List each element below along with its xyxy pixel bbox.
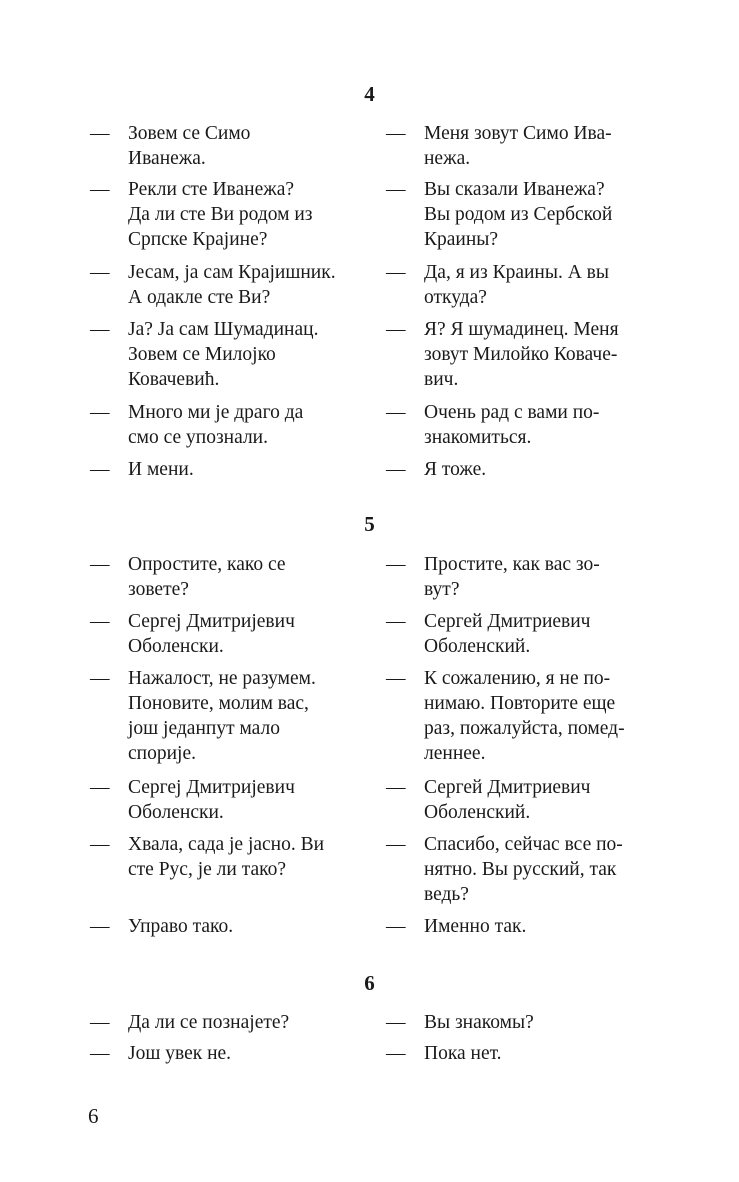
dialogue-line — [386, 121, 612, 171]
dialogue-text: Много ми је драго да смо се упознали. — [128, 402, 304, 448]
dash: — — [386, 611, 406, 632]
dialogue-line — [90, 260, 336, 310]
dialogue-text: Да ли се познајете? — [128, 1012, 290, 1033]
dialogue-text: Зовем се Симо Иванежа. — [128, 123, 251, 169]
dialogue-text: Сергей Дмитриевич Оболенский. — [424, 777, 591, 823]
dialogue-line — [386, 177, 612, 252]
dialogue-line — [90, 775, 295, 825]
dialogue-text: Управо тако. — [128, 916, 234, 937]
dialogue-line — [386, 1010, 534, 1035]
dash: — — [386, 262, 406, 283]
dialogue-text: И мени. — [128, 459, 194, 480]
dash: — — [90, 611, 110, 632]
dash: — — [386, 834, 406, 855]
dialogue-text: Још увек не. — [128, 1043, 232, 1064]
dash: — — [90, 1012, 110, 1033]
dialogue-line — [386, 609, 590, 659]
dash: — — [386, 668, 406, 689]
dialogue-text: Нажалост, не разумем. Поновите, молим вас, још једанпут мало спорије. — [128, 668, 316, 764]
dialogue-line — [90, 457, 194, 482]
dialogue-text: Ја? Ја сам Шумадинац. Зовем се Милојко Ковачевић. — [128, 319, 319, 390]
dialogue-line — [90, 121, 250, 171]
dialogue-text: Јесам, ја сам Крајишник. А одакле сте Ви? — [128, 262, 336, 308]
dialogue-line — [90, 1041, 231, 1066]
dialogue-line — [90, 317, 318, 392]
dialogue-text: Именно так. — [424, 916, 527, 937]
dialogue-line — [90, 400, 303, 450]
dash: — — [90, 262, 110, 283]
dash: — — [90, 1043, 110, 1064]
dialogue-text: Я тоже. — [424, 459, 487, 480]
dialogue-text: Простите, как вас зо- вут? — [424, 554, 600, 600]
dialogue-text: Хвала, сада је јасно. Ви сте Рус, је ли тако? — [128, 834, 325, 880]
dash: — — [386, 459, 406, 480]
dash: — — [90, 459, 110, 480]
dash: — — [90, 402, 110, 423]
dialogue-line — [90, 177, 313, 252]
dash: — — [386, 179, 406, 200]
dialogue-line — [386, 400, 599, 450]
dialogue-text: Сергей Дмитриевич Оболенский. — [424, 611, 591, 657]
dialogue-line — [386, 1041, 502, 1066]
section-number-4: 4 — [364, 82, 375, 106]
page-number: 6 — [88, 1104, 99, 1128]
dialogue-text: Спасибо, сейчас все по- нятно. Вы русский, так ведь? — [424, 834, 623, 905]
dash: — — [90, 916, 110, 937]
dash: — — [90, 668, 110, 689]
dash: — — [386, 402, 406, 423]
dash: — — [386, 777, 406, 798]
dialogue-text: Опростите, како се зовете? — [128, 554, 286, 600]
dialogue-line — [90, 1010, 289, 1035]
dash: — — [90, 554, 110, 575]
dialogue-line — [386, 457, 486, 482]
dialogue-text: Сергеј Дмитријевич Оболенски. — [128, 777, 295, 823]
dialogue-line — [386, 666, 625, 766]
dialogue-text: К сожалению, я не по- нимаю. Повторите еще раз, пожалуйста, помед- леннее. — [424, 668, 625, 764]
dash: — — [90, 179, 110, 200]
dash: — — [386, 554, 406, 575]
dialogue-line — [386, 832, 623, 907]
dialogue-line — [90, 552, 286, 602]
dash: — — [386, 1012, 406, 1033]
section-number-6: 6 — [364, 971, 375, 995]
dialogue-line — [386, 914, 526, 939]
dialogue-line — [90, 609, 295, 659]
dash: — — [90, 123, 110, 144]
dash: — — [90, 777, 110, 798]
dialogue-text: Вы сказали Иванежа? Вы родом из Сербской Краины? — [424, 179, 613, 250]
dialogue-line — [90, 832, 324, 882]
dialogue-text: Да, я из Краины. А вы откуда? — [424, 262, 609, 308]
dash: — — [386, 319, 406, 340]
dialogue-line — [386, 775, 590, 825]
dialogue-line — [90, 666, 316, 766]
dash: — — [90, 319, 110, 340]
dash: — — [386, 1043, 406, 1064]
dash: — — [386, 916, 406, 937]
dialogue-text: Вы знакомы? — [424, 1012, 534, 1033]
dialogue-text: Рекли сте Иванежа? Да ли сте Ви родом из Српске Крајине? — [128, 179, 313, 250]
dash: — — [386, 123, 406, 144]
dialogue-text: Меня зовут Симо Ива- нежа. — [424, 123, 612, 169]
dash: — — [90, 834, 110, 855]
dialogue-text: Пока нет. — [424, 1043, 502, 1064]
dialogue-line — [90, 914, 233, 939]
dialogue-line — [386, 317, 619, 392]
dialogue-text: Я? Я шумадинец. Меня зовут Милойко Ковачe- вич. — [424, 319, 619, 390]
dialogue-text: Очень рад с вами по- знакомиться. — [424, 402, 600, 448]
dialogue-text: Сергеј Дмитријевич Оболенски. — [128, 611, 295, 657]
dialogue-line — [386, 260, 609, 310]
section-number-5: 5 — [364, 512, 375, 536]
dialogue-line — [386, 552, 600, 602]
